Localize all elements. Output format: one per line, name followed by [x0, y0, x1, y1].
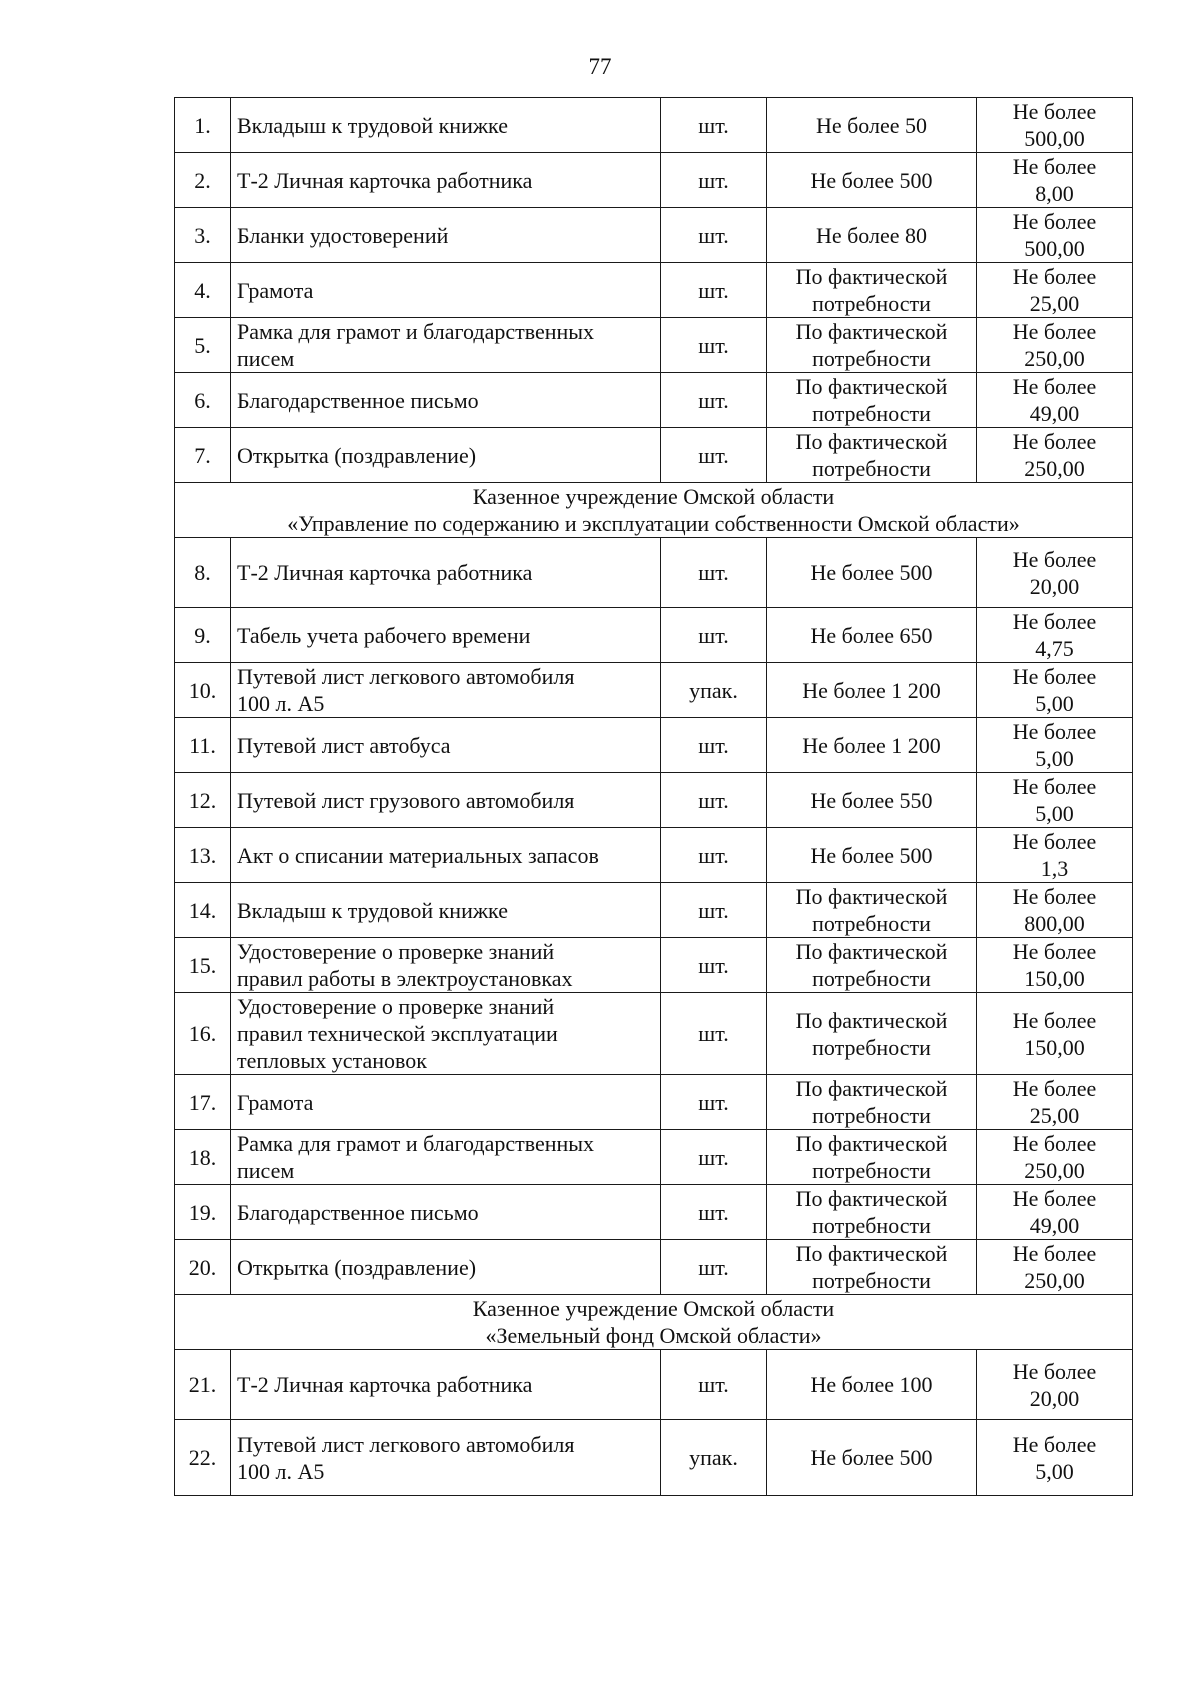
quantity-line: потребности	[812, 1034, 931, 1060]
price	[977, 373, 1133, 428]
unit	[661, 883, 767, 938]
unit-line: шт.	[698, 387, 729, 413]
item-name-line: 100 л. А5	[237, 1458, 325, 1484]
item-name	[231, 608, 661, 663]
price-line: Не более	[1012, 829, 1097, 854]
table-row	[175, 608, 1133, 663]
quantity-line: Не более 500	[810, 167, 933, 193]
row-number-line: 2.	[194, 167, 211, 193]
section-title	[175, 483, 1133, 538]
table-row	[175, 1350, 1133, 1420]
price	[977, 428, 1133, 483]
row-number	[175, 1350, 231, 1420]
price-line: 5,00	[1035, 691, 1074, 716]
quantity-line: По фактической	[795, 1076, 948, 1101]
section-title	[175, 1295, 1133, 1350]
table-row	[175, 828, 1133, 883]
price	[977, 883, 1133, 938]
unit-line: шт.	[698, 332, 729, 358]
price	[977, 1240, 1133, 1295]
row-number-line: 18.	[188, 1144, 217, 1170]
quantity-line: Не более 500	[810, 560, 933, 585]
unit	[661, 1240, 767, 1295]
item-name	[231, 663, 661, 718]
item-name-line: Т-2 Личная карточка работника	[237, 560, 533, 585]
price	[977, 938, 1133, 993]
section-title-line: «Управление по содержанию и эксплуатации собственности Омской области»	[287, 511, 1020, 536]
row-number	[175, 993, 231, 1075]
unit-line: шт.	[698, 112, 729, 138]
table-row	[175, 538, 1133, 608]
table-row	[175, 883, 1133, 938]
price-line: 5,00	[1035, 746, 1074, 771]
row-number-line: 9.	[194, 622, 211, 648]
section-title-line: «Земельный фонд Омской области»	[485, 1323, 822, 1348]
price	[977, 828, 1133, 883]
supplies-table	[174, 97, 1133, 1496]
price	[977, 718, 1133, 773]
quantity	[767, 1185, 977, 1240]
row-number	[175, 883, 231, 938]
unit	[661, 1350, 767, 1420]
price-line: Не более	[1012, 664, 1097, 689]
quantity	[767, 1075, 977, 1130]
item-name	[231, 1420, 661, 1496]
quantity	[767, 938, 977, 993]
quantity-line: потребности	[812, 401, 931, 426]
price-line: 800,00	[1024, 911, 1085, 936]
item-name	[231, 993, 661, 1075]
item-name-line: Бланки удостоверений	[237, 222, 449, 248]
item-name-line: Удостоверение о проверке знаний	[237, 939, 555, 964]
table-row	[175, 718, 1133, 773]
item-name	[231, 153, 661, 208]
table-row	[175, 373, 1133, 428]
unit-line: шт.	[698, 787, 729, 813]
row-number-line: 17.	[188, 1089, 217, 1115]
quantity-line: потребности	[812, 456, 931, 481]
item-name-line: Путевой лист грузового автомобиля	[237, 787, 575, 813]
item-name	[231, 883, 661, 938]
unit	[661, 153, 767, 208]
price	[977, 663, 1133, 718]
price-line: 250,00	[1024, 1268, 1085, 1293]
quantity-line: По фактической	[795, 1186, 948, 1211]
row-number-line: 20.	[188, 1254, 217, 1280]
quantity-line: Не более 550	[810, 787, 933, 813]
price-line: 5,00	[1035, 801, 1074, 826]
row-number	[175, 1420, 231, 1496]
item-name-line: Грамота	[237, 277, 314, 303]
row-number-line: 19.	[188, 1199, 217, 1225]
price	[977, 1420, 1133, 1496]
item-name	[231, 98, 661, 153]
row-number	[175, 318, 231, 373]
row-number	[175, 773, 231, 828]
quantity	[767, 1130, 977, 1185]
price-line: Не более	[1012, 319, 1097, 344]
price-line: Не более	[1012, 1358, 1097, 1384]
quantity-line: потребности	[812, 1213, 931, 1238]
unit-line: шт.	[698, 560, 729, 585]
quantity	[767, 1240, 977, 1295]
quantity-line: По фактической	[795, 884, 948, 909]
unit	[661, 1420, 767, 1496]
quantity	[767, 718, 977, 773]
unit-line: шт.	[698, 952, 729, 978]
price	[977, 208, 1133, 263]
item-name-line: Табель учета рабочего времени	[237, 622, 531, 648]
quantity-line: По фактической	[795, 429, 948, 454]
quantity	[767, 318, 977, 373]
item-name	[231, 828, 661, 883]
row-number-line: 1.	[194, 112, 211, 138]
quantity-line: По фактической	[795, 319, 948, 344]
table-row	[175, 773, 1133, 828]
row-number-line: 16.	[188, 1021, 217, 1046]
row-number	[175, 1130, 231, 1185]
row-number	[175, 938, 231, 993]
quantity	[767, 1420, 977, 1496]
quantity-line: потребности	[812, 911, 931, 936]
price	[977, 263, 1133, 318]
table-row	[175, 938, 1133, 993]
price-line: Не более	[1012, 939, 1097, 964]
quantity-line: Не более 500	[810, 842, 933, 868]
price-line: Не более	[1012, 546, 1097, 572]
item-name	[231, 263, 661, 318]
item-name-line: правил работы в электроустановках	[237, 966, 573, 991]
unit-line: шт.	[698, 1089, 729, 1115]
item-name	[231, 318, 661, 373]
table-row	[175, 1185, 1133, 1240]
unit-line: шт.	[698, 1372, 729, 1397]
quantity	[767, 608, 977, 663]
price	[977, 1130, 1133, 1185]
price	[977, 608, 1133, 663]
quantity-line: Не более 50	[815, 112, 928, 138]
table-row	[175, 993, 1133, 1075]
price-line: Не более	[1012, 609, 1097, 634]
quantity-line: Не более 1 200	[802, 677, 941, 703]
item-name	[231, 1350, 661, 1420]
unit-line: шт.	[698, 1199, 729, 1225]
item-name-line: тепловых установок	[237, 1048, 427, 1073]
row-number-line: 11.	[189, 732, 216, 758]
unit	[661, 1130, 767, 1185]
price-line: Не более	[1012, 1241, 1097, 1266]
unit-line: шт.	[698, 1254, 729, 1280]
quantity	[767, 993, 977, 1075]
price-line: 250,00	[1024, 346, 1085, 371]
row-number-line: 21.	[188, 1372, 217, 1397]
unit	[661, 1075, 767, 1130]
quantity-line: потребности	[812, 346, 931, 371]
row-number-line: 7.	[194, 442, 211, 468]
table-row	[175, 153, 1133, 208]
unit	[661, 373, 767, 428]
price	[977, 318, 1133, 373]
unit	[661, 263, 767, 318]
quantity-line: По фактической	[795, 1241, 948, 1266]
unit-line: упак.	[689, 1445, 738, 1470]
table-row	[175, 1240, 1133, 1295]
item-name-line: 100 л. А5	[237, 691, 325, 716]
price-line: 250,00	[1024, 1158, 1085, 1183]
row-number-line: 14.	[188, 897, 217, 923]
price-line: 250,00	[1024, 456, 1085, 481]
quantity-line: потребности	[812, 966, 931, 991]
table-row	[175, 98, 1133, 153]
row-number	[175, 98, 231, 153]
quantity	[767, 773, 977, 828]
item-name	[231, 1185, 661, 1240]
unit-line: шт.	[698, 622, 729, 648]
price-line: 150,00	[1024, 1034, 1085, 1060]
unit-line: шт.	[698, 167, 729, 193]
unit-line: шт.	[698, 897, 729, 923]
row-number	[175, 1185, 231, 1240]
item-name-line: Рамка для грамот и благодарственных	[237, 1131, 595, 1156]
price-line: Не более	[1012, 1131, 1097, 1156]
row-number	[175, 718, 231, 773]
unit	[661, 773, 767, 828]
price	[977, 1075, 1133, 1130]
quantity	[767, 263, 977, 318]
table-row	[175, 208, 1133, 263]
price-line: Не более	[1012, 209, 1097, 234]
row-number-line: 8.	[194, 560, 211, 585]
price	[977, 773, 1133, 828]
item-name	[231, 718, 661, 773]
item-name	[231, 538, 661, 608]
unit	[661, 938, 767, 993]
table-row	[175, 318, 1133, 373]
unit-line: шт.	[698, 1021, 729, 1046]
price-line: Не более	[1012, 374, 1097, 399]
price-line: 500,00	[1024, 236, 1085, 261]
row-number-line: 13.	[188, 842, 217, 868]
item-name-line: правил технической эксплуатации	[237, 1021, 558, 1046]
item-name	[231, 938, 661, 993]
row-number	[175, 828, 231, 883]
row-number	[175, 1075, 231, 1130]
section-header-row	[175, 483, 1133, 538]
quantity	[767, 663, 977, 718]
quantity-line: По фактической	[795, 264, 948, 289]
price-line: 8,00	[1035, 181, 1074, 206]
item-name-line: Открытка (поздравление)	[237, 1254, 477, 1280]
quantity	[767, 428, 977, 483]
price-line: Не более	[1012, 1007, 1097, 1033]
item-name-line: Путевой лист автобуса	[237, 732, 451, 758]
unit-line: шт.	[698, 1144, 729, 1170]
quantity-line: Не более 1 200	[802, 732, 941, 758]
unit	[661, 993, 767, 1075]
price-line: Не более	[1012, 1186, 1097, 1211]
price-line: 1,3	[1040, 856, 1069, 881]
price-line: 500,00	[1024, 126, 1085, 151]
item-name-line: Вкладыш к трудовой книжке	[237, 112, 508, 138]
item-name-line: Путевой лист легкового автомобиля	[237, 664, 575, 689]
table-row	[175, 1075, 1133, 1130]
item-name-line: Открытка (поздравление)	[237, 442, 477, 468]
price-line: 49,00	[1029, 401, 1080, 426]
price	[977, 1350, 1133, 1420]
unit	[661, 98, 767, 153]
item-name-line: Рамка для грамот и благодарственных	[237, 319, 595, 344]
row-number	[175, 1240, 231, 1295]
unit	[661, 718, 767, 773]
quantity	[767, 208, 977, 263]
table-row	[175, 1130, 1133, 1185]
price-line: 20,00	[1029, 1385, 1080, 1411]
unit-line: шт.	[698, 222, 729, 248]
item-name-line: Акт о списании материальных запасов	[237, 842, 599, 868]
quantity	[767, 828, 977, 883]
item-name-line: Грамота	[237, 1089, 314, 1115]
unit-line: шт.	[698, 842, 729, 868]
item-name	[231, 1130, 661, 1185]
price-line: Не более	[1012, 719, 1097, 744]
row-number-line: 5.	[194, 332, 211, 358]
row-number	[175, 608, 231, 663]
unit	[661, 828, 767, 883]
section-header-row	[175, 1295, 1133, 1350]
quantity	[767, 373, 977, 428]
quantity-line: потребности	[812, 1158, 931, 1183]
quantity	[767, 1350, 977, 1420]
section-title-line: Казенное учреждение Омской области	[472, 1296, 835, 1321]
price-line: 25,00	[1029, 1103, 1080, 1128]
item-name-line: Благодарственное письмо	[237, 1199, 479, 1225]
table-row	[175, 663, 1133, 718]
unit	[661, 208, 767, 263]
row-number	[175, 373, 231, 428]
row-number	[175, 263, 231, 318]
price-line: Не более	[1012, 154, 1097, 179]
price-line: Не более	[1012, 774, 1097, 799]
row-number	[175, 663, 231, 718]
table-row	[175, 1420, 1133, 1496]
row-number-line: 12.	[188, 787, 217, 813]
price	[977, 993, 1133, 1075]
row-number	[175, 428, 231, 483]
quantity	[767, 538, 977, 608]
item-name-line: писем	[237, 346, 295, 371]
item-name-line: Т-2 Личная карточка работника	[237, 167, 533, 193]
unit	[661, 663, 767, 718]
unit-line: упак.	[689, 677, 738, 703]
quantity-line: По фактической	[795, 1007, 948, 1033]
unit	[661, 538, 767, 608]
price-line: Не более	[1012, 264, 1097, 289]
item-name-line: Удостоверение о проверке знаний	[237, 994, 555, 1019]
price-line: Не более	[1012, 884, 1097, 909]
item-name	[231, 1240, 661, 1295]
price-line: Не более	[1012, 99, 1097, 124]
item-name	[231, 773, 661, 828]
item-name-line: Путевой лист легкового автомобиля	[237, 1431, 575, 1457]
quantity-line: По фактической	[795, 939, 948, 964]
row-number-line: 6.	[194, 387, 211, 413]
row-number-line: 3.	[194, 222, 211, 248]
page-number: 77	[588, 54, 612, 79]
price-line: 20,00	[1029, 573, 1080, 599]
item-name-line: писем	[237, 1158, 295, 1183]
price	[977, 1185, 1133, 1240]
price-line: 4,75	[1035, 636, 1074, 661]
row-number-line: 10.	[188, 677, 217, 703]
item-name	[231, 208, 661, 263]
unit-line: шт.	[698, 442, 729, 468]
unit	[661, 608, 767, 663]
price-line: Не более	[1012, 1076, 1097, 1101]
table-row	[175, 428, 1133, 483]
price	[977, 538, 1133, 608]
item-name	[231, 1075, 661, 1130]
item-name-line: Т-2 Личная карточка работника	[237, 1372, 533, 1397]
unit	[661, 318, 767, 373]
row-number-line: 15.	[188, 952, 217, 978]
quantity	[767, 883, 977, 938]
quantity-line: По фактической	[795, 374, 948, 399]
row-number	[175, 538, 231, 608]
row-number-line: 4.	[194, 277, 211, 303]
unit-line: шт.	[698, 732, 729, 758]
unit	[661, 1185, 767, 1240]
section-title-line: Казенное учреждение Омской области	[472, 484, 835, 509]
quantity-line: потребности	[812, 291, 931, 316]
quantity-line: Не более 500	[810, 1445, 933, 1470]
quantity-line: Не более 80	[815, 222, 928, 248]
quantity	[767, 153, 977, 208]
row-number	[175, 153, 231, 208]
quantity	[767, 98, 977, 153]
item-name	[231, 428, 661, 483]
quantity-line: Не более 100	[810, 1372, 933, 1397]
unit	[661, 428, 767, 483]
quantity-line: потребности	[812, 1268, 931, 1293]
row-number	[175, 208, 231, 263]
table-row	[175, 263, 1133, 318]
item-name-line: Благодарственное письмо	[237, 387, 479, 413]
price-line: Не более	[1012, 429, 1097, 454]
price	[977, 98, 1133, 153]
price	[977, 153, 1133, 208]
unit-line: шт.	[698, 277, 729, 303]
price-line: 49,00	[1029, 1213, 1080, 1238]
quantity-line: потребности	[812, 1103, 931, 1128]
price-line: 5,00	[1035, 1458, 1074, 1484]
row-number-line: 22.	[188, 1445, 217, 1470]
quantity-line: По фактической	[795, 1131, 948, 1156]
price-line: 25,00	[1029, 291, 1080, 316]
item-name-line: Вкладыш к трудовой книжке	[237, 897, 508, 923]
price-line: Не более	[1012, 1431, 1097, 1457]
item-name	[231, 373, 661, 428]
price-line: 150,00	[1024, 966, 1085, 991]
quantity-line: Не более 650	[810, 622, 933, 648]
